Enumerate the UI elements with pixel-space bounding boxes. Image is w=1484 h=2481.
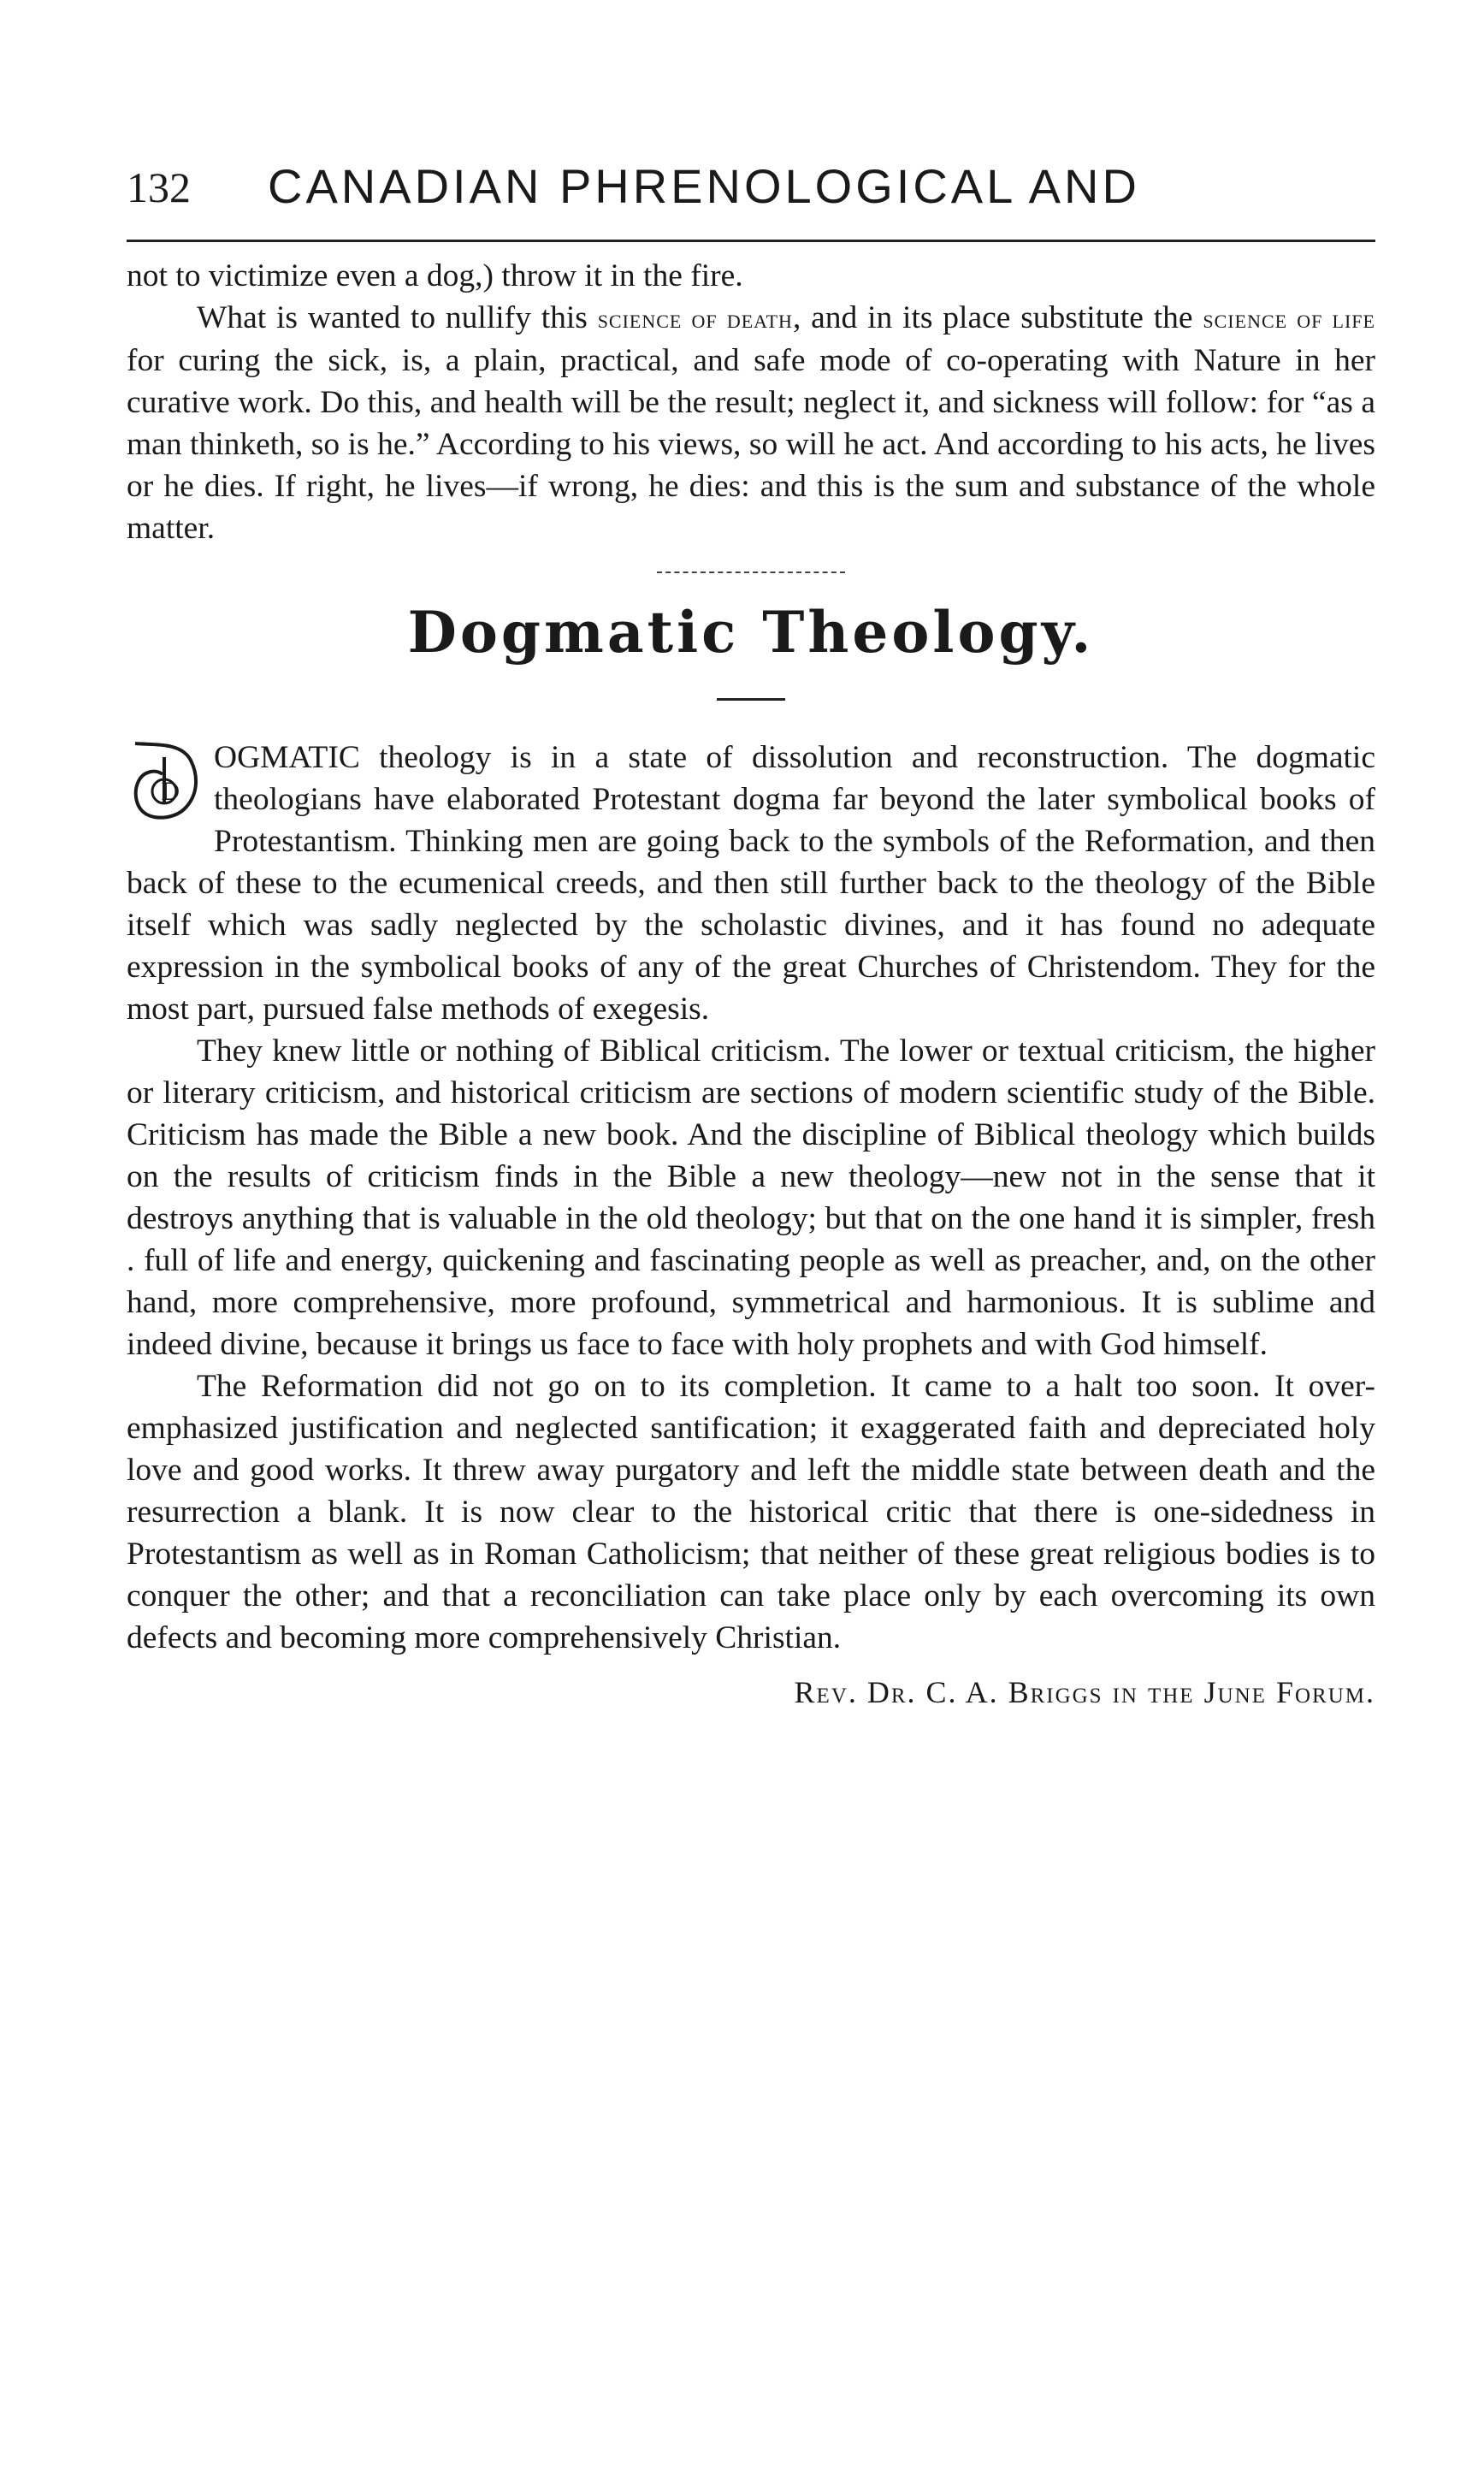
title-rule: [717, 698, 785, 701]
svg-text:D: D: [161, 778, 180, 806]
page-number: 132: [127, 163, 191, 211]
article-paragraph-1: [127, 737, 1375, 1030]
attribution: Rev. Dr. C. A. Briggs in the June Forum.: [794, 1675, 1375, 1709]
article-paragraph-3: The Reformation did not go on to its completion. It came to a halt too soon. It over-emphasized justification and neglected santification; it exaggerated faith and depreciated holy love and good works. It threw away purgatory and left the middle state between death and the resurrection a blank. It is now clear to the historical critic that there is one-sidedness in Protestantism as well as in Roman Catholicism; that neither of these great religious bodies is to conquer the other; and that a reconciliation can take place only by each overcoming its own defects and becoming more comprehensively Christian.: [127, 1369, 1375, 1655]
science-of-death: science of death: [597, 304, 793, 334]
article-paragraph-1-text: OGMATIC theology is in a state of dissolution and reconstruction. The dogmatic theologians have elaborated Protestant dogma far beyond the later symbolical books of Protestantism. Thinking men are going back to the symbols of the Reformation, and then back of these to the ecumenical creeds, and then still further back to the theology of the Bible itself which was sadly neglected by the scholastic divines, and it has found no adequate expression in the symbolical books of any of the great Churches of Christendom. They for the most part, pursued false methods of exegesis.: [127, 740, 1375, 1027]
header-rule: [127, 240, 1375, 242]
intro-text-a: What is wanted to nullify this: [197, 300, 598, 335]
intro-text-b: , and in its place substitute the: [792, 300, 1203, 335]
article-paragraph-2: They knew little or nothing of Biblical criticism. The lower or textual criticism, the higher or literary criticism, and historical criticism are sections of modern scientific study of the Bible. Criticism has made the Bible a new book. And the discipline of Biblical theology which builds on the results of criticism finds in the Bible a new theology—new not in the sense that it destroys anything that is valuable in the old theology; but that on the one hand it is simpler, fresh . full of life and energy, quickening and fascinating people as well as preacher, and, on the other hand, more comprehensive, more profound, symmetrical and harmonious. It is sublime and indeed divine, because it brings us face to face with holy prophets and with God himself.: [127, 1033, 1375, 1362]
intro-text-c: for curing the sick, is, a plain, practical, and safe mode of co-operating with Nature in her curative work. Do this, and health will be the result; neglect it, and sickness will follow: for “as a man thinketh, so is he.” According to his views, so will he act. And according to his acts, he lives or he dies. If right, he lives—if wrong, he dies: and this is the sum and substance of the whole matter.: [127, 343, 1375, 546]
page: [127, 103, 1375, 1709]
article-title: Dogmatic Theology.: [407, 599, 1095, 666]
intro-paragraph-1: not to victimize even a dog,) throw it in the fire.: [127, 258, 743, 293]
page-header: [127, 103, 1375, 213]
running-head: CANADIAN PHRENOLOGICAL AND: [268, 159, 1140, 213]
body-text: [127, 255, 1375, 1710]
intro-paragraph-2: [127, 297, 1375, 549]
science-of-life: science of life: [1203, 304, 1375, 334]
section-divider: [657, 571, 845, 573]
drop-cap-ornament: [127, 740, 209, 822]
